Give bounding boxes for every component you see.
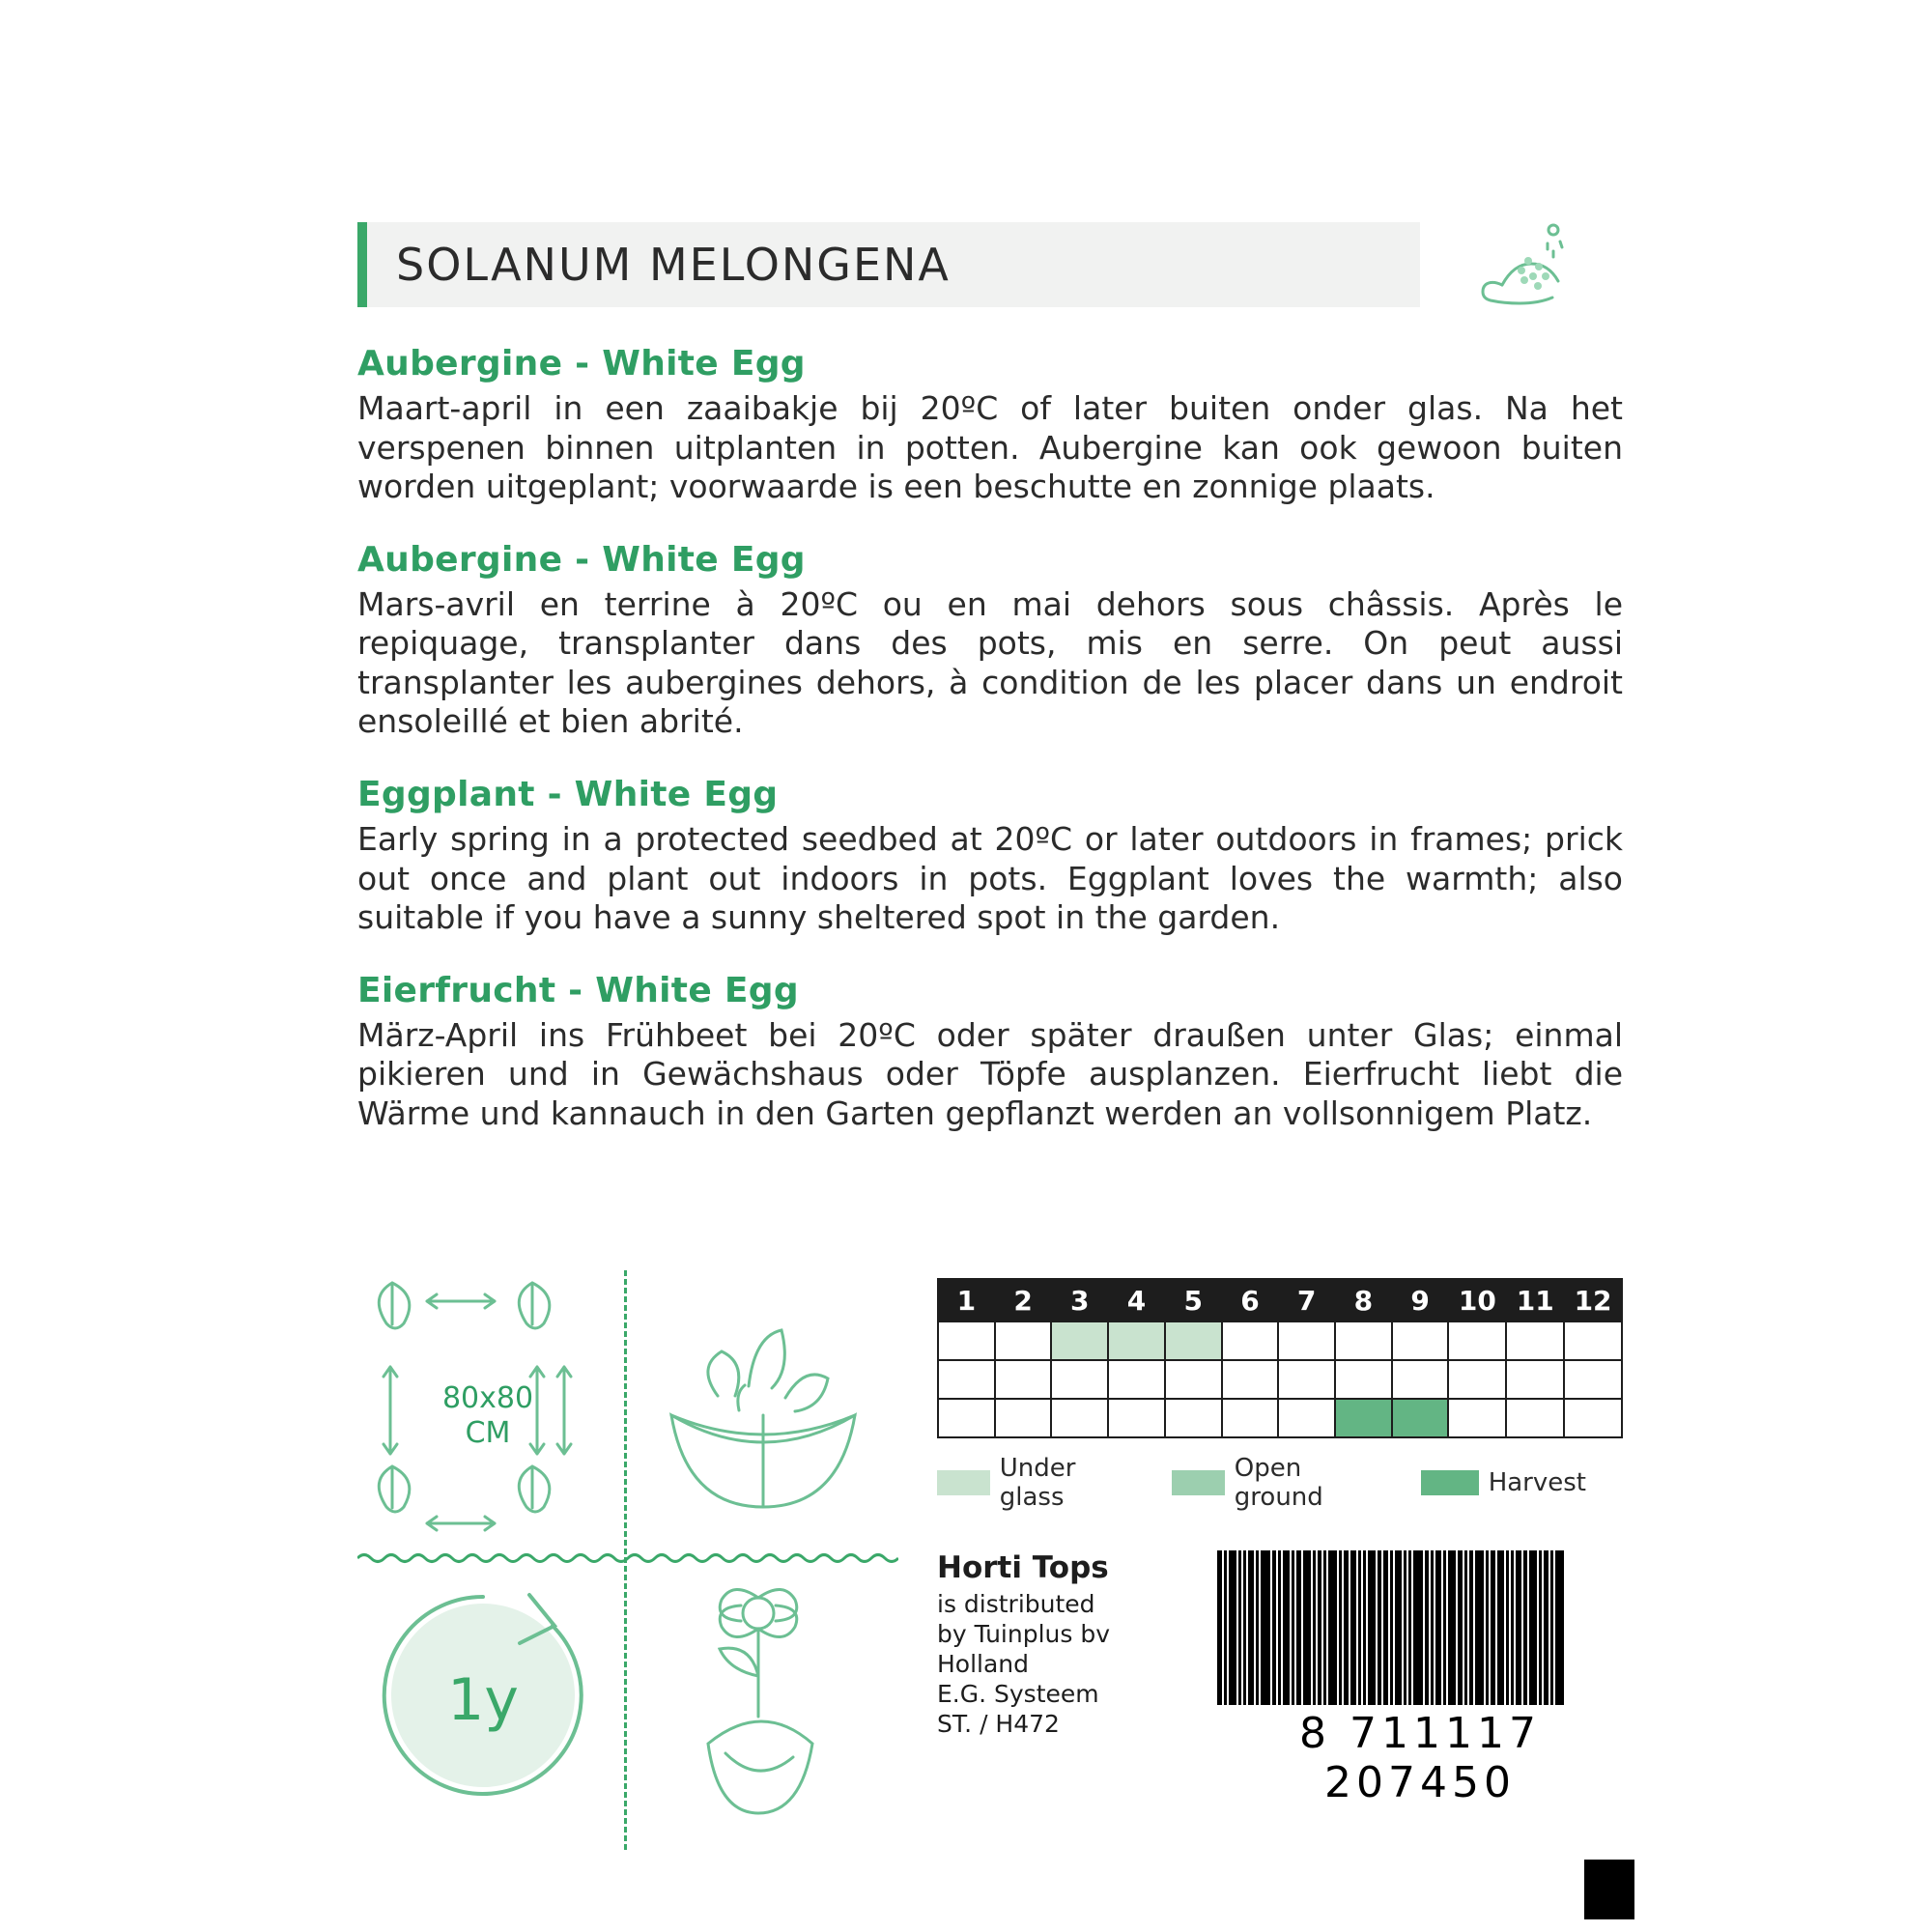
section-nl	[357, 344, 1623, 507]
sowing-calendar	[937, 1278, 1623, 1512]
bottom-panel	[357, 1270, 1623, 1889]
section-de	[357, 971, 1623, 1134]
calendar-table	[937, 1278, 1623, 1438]
calendar-cell-harvest	[1335, 1399, 1392, 1437]
calendar-cell	[1278, 1399, 1335, 1437]
section-heading: Eierfrucht - White Egg	[357, 970, 799, 1010]
pictogram-grid	[357, 1270, 898, 1850]
calendar-cell	[1278, 1321, 1335, 1360]
legend-item-under-glass	[937, 1454, 1135, 1512]
seedling-flower-icon	[633, 1560, 894, 1840]
calendar-cell	[1448, 1360, 1506, 1399]
barcode-bars	[1217, 1550, 1623, 1705]
section-en	[357, 775, 1623, 938]
calendar-cell	[1108, 1399, 1165, 1437]
calendar-cell-harvest	[1392, 1399, 1449, 1437]
calendar-cell	[1392, 1360, 1449, 1399]
calendar-cell	[1564, 1321, 1622, 1360]
calendar-cell	[938, 1399, 995, 1437]
month-header: 5	[1165, 1279, 1222, 1321]
calendar-cell	[1564, 1399, 1622, 1437]
section-body: Early spring in a protected seedbed at 20ºC or later outdoors in frames; prick out once and plant out indoors in pots. Eggplant loves the warmth; also suitable if you have a sunny sheltered spot in the garden.	[357, 820, 1623, 937]
calendar-cell	[1335, 1360, 1392, 1399]
calendar-cell	[1278, 1360, 1335, 1399]
calendar-cell	[995, 1321, 1052, 1360]
header	[357, 213, 1623, 319]
month-header: 7	[1278, 1279, 1335, 1321]
calendar-cell	[938, 1321, 995, 1360]
calendar-cell	[1051, 1360, 1108, 1399]
calendar-cell	[1506, 1360, 1564, 1399]
legend-label: Under glass	[999, 1454, 1076, 1512]
calendar-cell	[1222, 1360, 1279, 1399]
seed-packet-back	[357, 213, 1623, 1893]
month-header: 11	[1506, 1279, 1564, 1321]
legend-swatch-open-ground	[1172, 1470, 1225, 1495]
calendar-row-open-ground	[938, 1360, 1622, 1399]
brand-line: E.G. Systeem	[937, 1680, 1099, 1708]
calendar-cell	[995, 1399, 1052, 1437]
month-header: 3	[1051, 1279, 1108, 1321]
section-heading: Eggplant - White Egg	[357, 775, 779, 815]
section-heading: Aubergine - White Egg	[357, 539, 806, 580]
page-title: SOLANUM MELONGENA	[396, 239, 951, 291]
barcode	[1217, 1550, 1623, 1807]
calendar-cell	[1335, 1321, 1392, 1360]
cycle-label: 1y	[447, 1666, 519, 1734]
calendar-row-under-glass	[938, 1321, 1622, 1360]
brand-line: ST. / H472	[937, 1710, 1060, 1738]
calendar-cell	[1506, 1399, 1564, 1437]
brand-line: is distributed	[937, 1590, 1095, 1618]
species-title-bar	[357, 222, 1420, 307]
month-header: 12	[1564, 1279, 1622, 1321]
calendar-row-harvest	[938, 1399, 1622, 1437]
calendar-cell	[1392, 1321, 1449, 1360]
calendar-cell	[1564, 1360, 1622, 1399]
calendar-cell	[1222, 1399, 1279, 1437]
legend-swatch-harvest	[1421, 1470, 1479, 1495]
salad-bowl-icon	[633, 1270, 894, 1550]
barcode-digits: 8 711117 207450	[1299, 1709, 1541, 1807]
calendar-cell	[1165, 1399, 1222, 1437]
calendar-cell	[1448, 1399, 1506, 1437]
calendar-cell	[995, 1360, 1052, 1399]
annual-cycle-icon	[357, 1560, 618, 1840]
calendar-cell	[1108, 1360, 1165, 1399]
calendar-cell	[1448, 1321, 1506, 1360]
calendar-body	[938, 1321, 1622, 1437]
spacing-line1: 80x80	[441, 1381, 534, 1415]
month-header: 9	[1392, 1279, 1449, 1321]
calendar-cell	[1165, 1360, 1222, 1399]
month-header: 2	[995, 1279, 1052, 1321]
calendar-cell-under	[1108, 1321, 1165, 1360]
title-accent-bar	[357, 222, 367, 307]
section-body: März-April ins Frühbeet bei 20ºC oder später draußen unter Glas; einmal pikieren und in Gewächshaus oder Töpfe ausplanzen. Eierfrucht liebt die Wärme und kannauch in den Garten gepflanzt werden an vollsonnigem Platz.	[357, 1015, 1623, 1132]
section-fr	[357, 540, 1623, 742]
section-heading: Aubergine - White Egg	[357, 344, 806, 384]
print-corner-mark	[1584, 1860, 1634, 1919]
legend-label: Harvest	[1488, 1468, 1586, 1497]
brand-line: Holland	[937, 1650, 1030, 1678]
month-header: 10	[1448, 1279, 1506, 1321]
calendar-cell-under	[1051, 1321, 1108, 1360]
calendar-legend	[937, 1454, 1623, 1512]
legend-swatch-under-glass	[937, 1470, 990, 1495]
legend-item-open-ground	[1172, 1454, 1384, 1512]
legend-label: Open ground	[1234, 1454, 1323, 1512]
spacing-line2: CM	[465, 1416, 511, 1450]
brand-name: Horti Tops	[937, 1550, 1109, 1585]
month-header: 4	[1108, 1279, 1165, 1321]
calendar-cell	[1222, 1321, 1279, 1360]
month-header: 6	[1222, 1279, 1279, 1321]
calendar-cell	[938, 1360, 995, 1399]
calendar-header-row	[938, 1279, 1622, 1321]
calendar-cell-under	[1165, 1321, 1222, 1360]
plant-spacing-icon	[357, 1270, 618, 1550]
month-header: 8	[1335, 1279, 1392, 1321]
hand-with-seeds-icon	[1468, 213, 1594, 319]
month-header: 1	[938, 1279, 995, 1321]
brand-line: by Tuinplus bv	[937, 1620, 1111, 1648]
calendar-cell	[1506, 1321, 1564, 1360]
section-body: Mars-avril en terrine à 20ºC ou en mai dehors sous châssis. Après le repiquage, transplanter dans des pots, mis en serre. On peut aussi transplanter les aubergines dehors, à condition de les placer dans un endroit ensoleillé et bien abrité.	[357, 584, 1623, 741]
section-body: Maart-april in een zaaibakje bij 20ºC of later buiten onder glas. Na het verspenen binnen uitplanten in potten. Aubergine kan ook gewoon buiten worden uitgeplant; voorwaarde is een beschutte en zonnige plaats.	[357, 389, 1623, 506]
calendar-cell	[1051, 1399, 1108, 1437]
brand-info	[937, 1550, 1246, 1739]
legend-item-harvest	[1421, 1468, 1586, 1497]
